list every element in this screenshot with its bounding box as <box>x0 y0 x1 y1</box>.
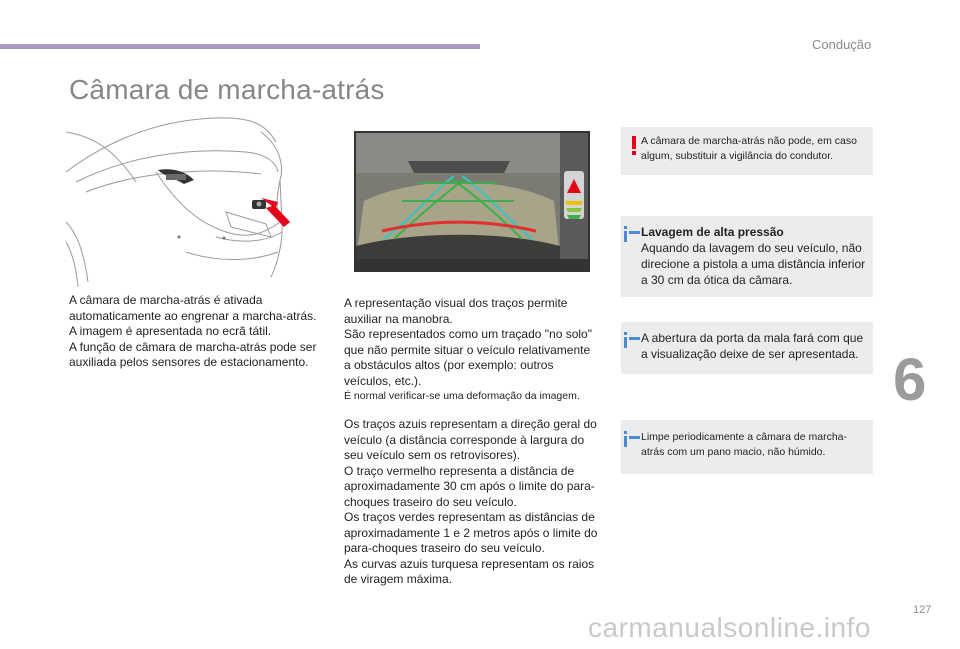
middle-paragraph-2 <box>344 417 609 588</box>
text-line: automaticamente ao engrenar a marcha-atrás. <box>69 308 317 323</box>
deformation-note: É normal verificar-se uma deformação da imagem. <box>344 390 580 402</box>
info-line: a visualização deixe de ser apresentada. <box>641 347 859 361</box>
text-line: A função de câmara de marcha-atrás pode ser <box>69 339 317 354</box>
text-line: Os traços azuis representam a direção geral do <box>344 417 597 431</box>
info-line: A abertura da porta da mala fará com que <box>641 331 864 345</box>
info-line: a 30 cm da ótica da câmara. <box>641 273 793 287</box>
header-accent-bar <box>0 44 480 49</box>
section-label: Condução <box>812 37 872 52</box>
text-line: a obstáculos altos (por exemplo: outros <box>344 358 554 372</box>
page-number: 127 <box>913 604 932 616</box>
text-line: A câmara de marcha-atrás é ativada <box>69 293 263 307</box>
info-line: atrás com um pano macio, não húmido. <box>641 445 826 458</box>
info-box-boot-door <box>621 322 873 374</box>
info-icon <box>624 226 640 242</box>
text-line: de viragem máxima. <box>344 572 453 586</box>
text-line: veículo (a distância corresponde à largura do <box>344 432 585 447</box>
info-line: Aquando da lavagem do seu veículo, não <box>641 241 862 255</box>
text-line: O traço vermelho representa a distância de <box>344 463 575 478</box>
text-line: que não permite situar o veículo relativamente <box>344 342 591 357</box>
chapter-number: 6 <box>893 346 927 413</box>
text-line: aproximadamente 30 cm após o limite do para- <box>344 479 595 493</box>
middle-paragraph-1 <box>344 296 609 405</box>
exclamation-icon <box>628 136 640 156</box>
info-box-pressure-wash <box>621 216 873 297</box>
text-line: A representação visual dos traços permite <box>344 296 568 310</box>
text-line: aproximadamente 1 e 2 metros após o limite do <box>344 525 598 540</box>
text-line: auxiliada pelos sensores de estacionamento. <box>69 355 309 369</box>
info-icon <box>624 431 640 447</box>
info-box-cleaning <box>621 420 873 474</box>
text-line: para-choques traseiro do seu veículo. <box>344 541 545 555</box>
text-line: A imagem é apresentada no ecrã tátil. <box>69 324 272 338</box>
warning-line: algum, substituir a vigilância do condutor. <box>641 149 834 162</box>
warning-box <box>621 127 873 175</box>
text-line: As curvas azuis turquesa representam os raios <box>344 556 595 571</box>
text-line: auxiliar na manobra. <box>344 311 453 326</box>
text-line: São representados como um traçado "no solo" <box>344 327 592 341</box>
info-line: Limpe periodicamente a câmara de marcha- <box>641 431 848 443</box>
info-title: Lavagem de alta pressão <box>641 225 784 239</box>
text-line: Os traços verdes representam as distâncias de <box>344 510 595 524</box>
text-line: veículos, etc.). <box>344 373 422 388</box>
camera-view-image <box>354 131 590 272</box>
text-line: seu veículo sem os retrovisores). <box>344 448 521 462</box>
page-title: Câmara de marcha-atrás <box>69 74 385 105</box>
warning-line: A câmara de marcha-atrás não pode, em caso <box>641 135 857 147</box>
left-paragraph <box>69 293 329 371</box>
info-icon <box>624 332 640 348</box>
text-line: choques traseiro do seu veículo. <box>344 494 517 509</box>
info-line: direcione a pistola a uma distância inferior <box>641 257 866 271</box>
watermark: carmanualsonline.info <box>588 612 871 643</box>
car-rear-illustration <box>66 112 320 288</box>
